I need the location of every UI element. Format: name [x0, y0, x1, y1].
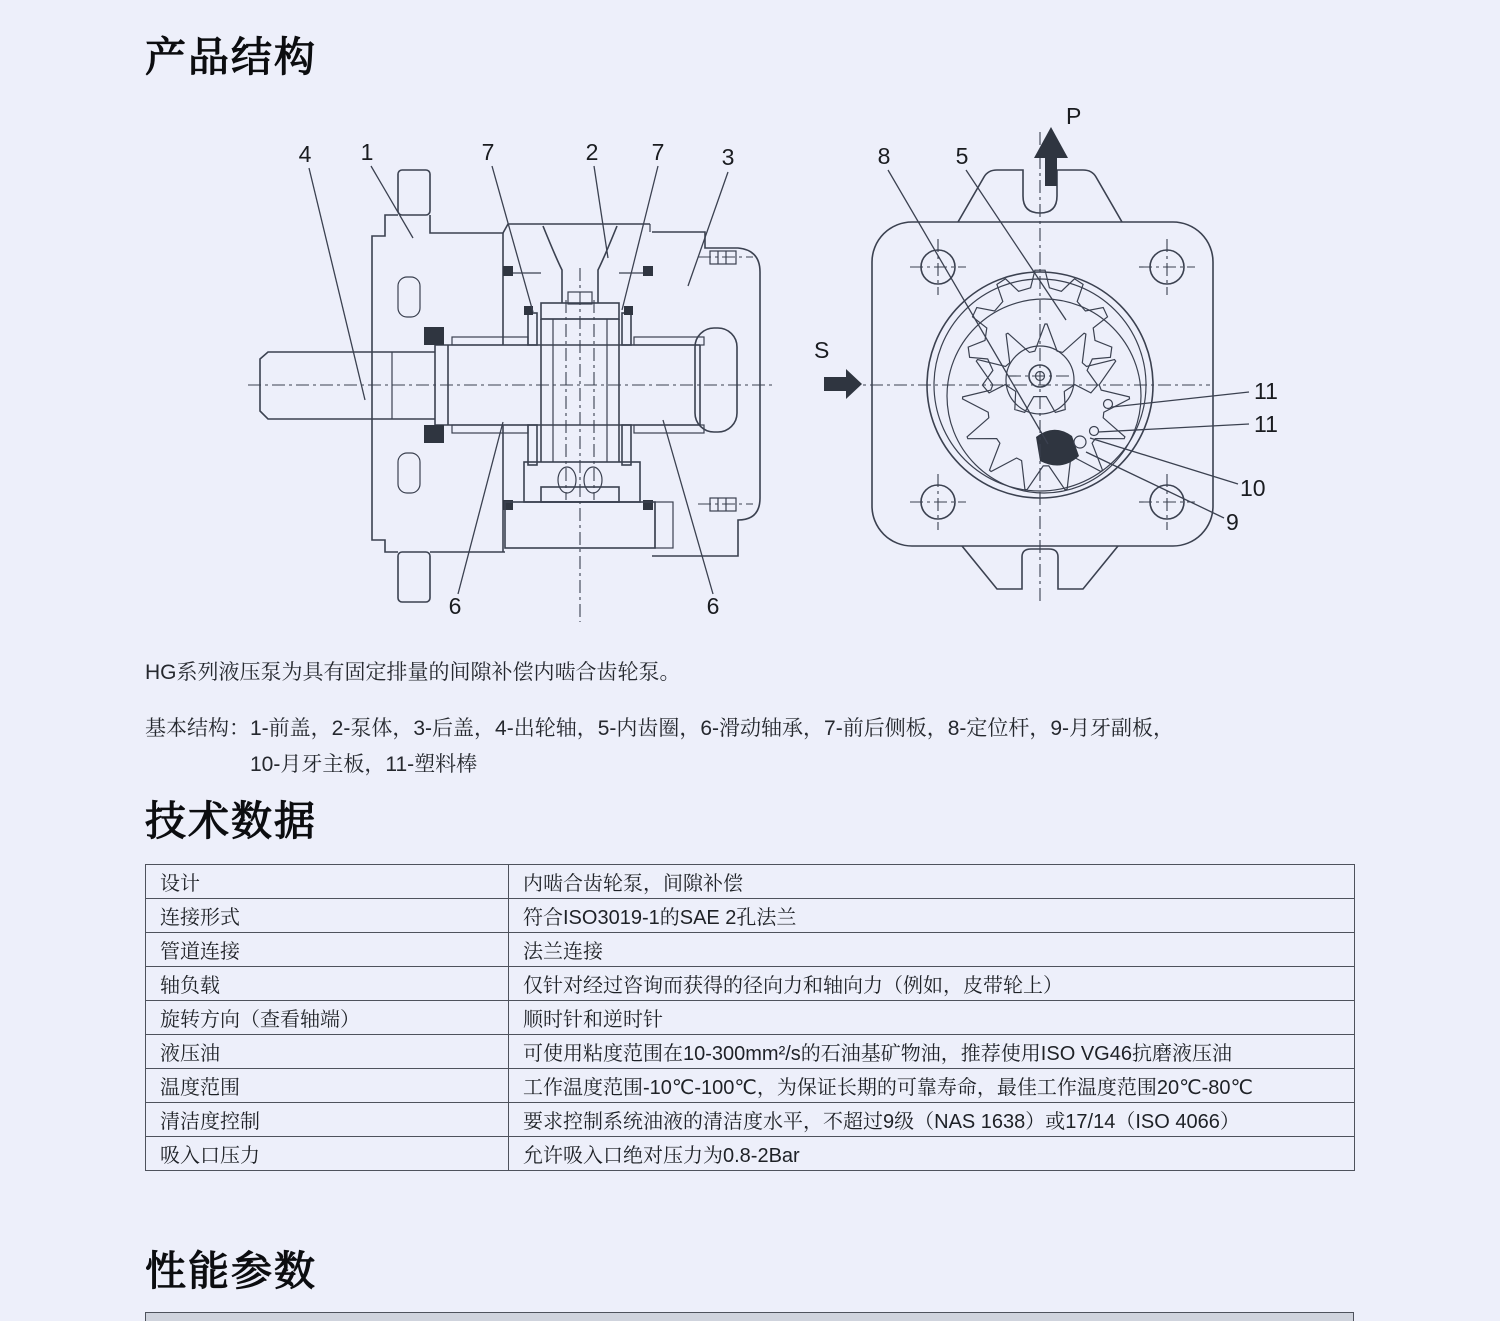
port-label-s: S — [814, 337, 830, 363]
plastic-rod-a — [1104, 400, 1113, 409]
spec-value: 要求控制系统油液的清洁度水平，不超过9级（NAS 1638）或17/14（ISO 4066） — [509, 1103, 1355, 1137]
table-row — [146, 1001, 1355, 1035]
part-label-10: 10 — [1240, 475, 1266, 501]
spec-label: 轴负载 — [146, 967, 509, 1001]
spec-value: 工作温度范围-10℃-100℃，为保证长期的可靠寿命，最佳工作温度范围20℃-80℃ — [509, 1069, 1355, 1103]
part-label-6a: 6 — [448, 593, 462, 619]
table-row — [146, 899, 1355, 933]
table-row — [146, 967, 1355, 1001]
section-title-tech-data: 技术数据 — [145, 798, 317, 844]
table-row — [146, 933, 1355, 967]
table-row — [146, 1103, 1355, 1137]
cross-section-view — [248, 139, 775, 622]
rear-cover — [650, 224, 760, 556]
table-row — [146, 1137, 1355, 1171]
section-title-structure: 产品结构 — [145, 34, 317, 80]
spec-value: 允许吸入口绝对压力为0.8-2Bar — [509, 1137, 1355, 1171]
front-view — [814, 103, 1278, 604]
pressure-port-arrow — [1034, 127, 1068, 186]
part-label-5: 5 — [955, 143, 969, 169]
part-label-1: 1 — [360, 139, 374, 165]
plastic-rod-b — [1090, 427, 1099, 436]
spec-label: 清洁度控制 — [146, 1103, 509, 1137]
table-row — [146, 1035, 1355, 1069]
basic-structure-line1: 基本结构：1-前盖，2-泵体，3-后盖，4-出轮轴，5-内齿圈，6-滑动轴承，7-前后侧板，8-定位杆，9-月牙副板， — [145, 717, 1175, 740]
part-label-4: 4 — [298, 141, 312, 167]
pump-structure-diagrams — [130, 100, 1310, 645]
spec-value: 仅针对经过咨询而获得的径向力和轴向力（例如，皮带轮上） — [509, 967, 1355, 1001]
port-label-p: P — [1066, 103, 1082, 129]
spec-value: 法兰连接 — [509, 933, 1355, 967]
table-row — [146, 865, 1355, 899]
spec-label: 设计 — [146, 865, 509, 899]
shaft-seal-top — [424, 327, 444, 345]
part-label-11b: 11 — [1254, 411, 1278, 437]
spec-label: 吸入口压力 — [146, 1137, 509, 1171]
positioning-pin — [1074, 436, 1086, 448]
spec-value: 顺时针和逆时针 — [509, 1001, 1355, 1035]
spec-label: 连接形式 — [146, 899, 509, 933]
intro-paragraph: HG系列液压泵为具有固定排量的间隙补偿内啮合齿轮泵。 — [145, 661, 681, 684]
spec-label: 旋转方向（查看轴端） — [146, 1001, 509, 1035]
cropped-performance-table-edge — [145, 1312, 1354, 1321]
spec-value: 内啮合齿轮泵，间隙补偿 — [509, 865, 1355, 899]
part-label-7b: 7 — [651, 139, 665, 165]
spec-label: 温度范围 — [146, 1069, 509, 1103]
part-label-6b: 6 — [706, 593, 720, 619]
pump-body — [503, 226, 653, 510]
part-label-3: 3 — [721, 144, 735, 170]
spec-label: 液压油 — [146, 1035, 509, 1069]
basic-structure-line2: 10-月牙主板，11-塑料棒 — [250, 753, 478, 776]
spec-value: 可使用粘度范围在10-300mm²/s的石油基矿物油，推荐使用ISO VG46抗磨液压油 — [509, 1035, 1355, 1069]
technical-data-table — [145, 864, 1355, 1171]
table-row — [146, 1069, 1355, 1103]
part-label-9: 9 — [1226, 509, 1239, 535]
section-title-performance: 性能参数 — [145, 1248, 317, 1294]
part-label-11a: 11 — [1254, 378, 1278, 404]
shaft-seal-bottom — [424, 425, 444, 443]
spec-value: 符合ISO3019-1的SAE 2孔法兰 — [509, 899, 1355, 933]
part-label-2: 2 — [585, 139, 599, 165]
part-label-7a: 7 — [481, 139, 495, 165]
suction-port-arrow — [824, 369, 862, 399]
part-label-8: 8 — [877, 143, 891, 169]
spec-label: 管道连接 — [146, 933, 509, 967]
